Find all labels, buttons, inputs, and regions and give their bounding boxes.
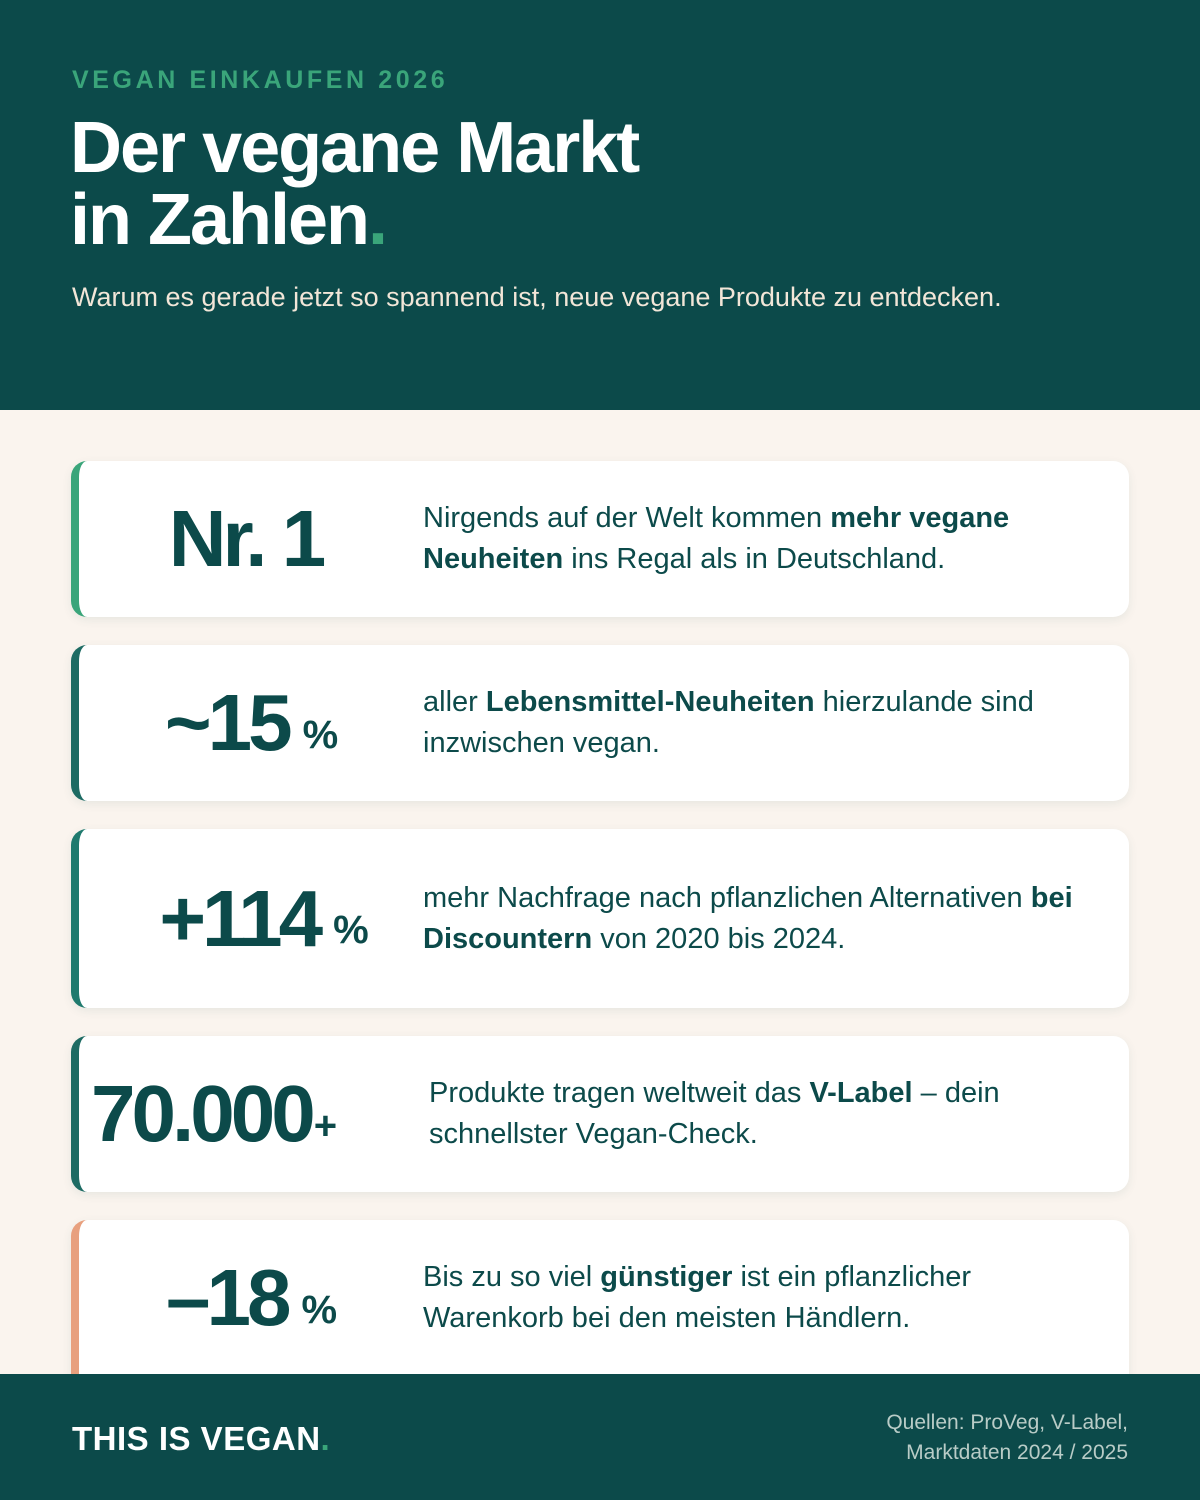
stat-description-text [423, 682, 1095, 764]
stat-highlight: V-Label [809, 1077, 913, 1109]
page-subtitle: Warum es gerade jetzt so spannend ist, neue vegane Produkte zu entdecken. [72, 282, 1002, 312]
sources-note [886, 1408, 1128, 1468]
stat-highlight: bei Discountern [423, 881, 1073, 955]
stat-value [79, 645, 424, 801]
stat-card-demand [71, 829, 1129, 1008]
stat-value [79, 1220, 424, 1376]
stat-text: mehr Nachfrage nach pflanzlichen Alternativen [423, 881, 1031, 914]
stat-card-rank [71, 461, 1129, 617]
stat-description-text [423, 1257, 1095, 1339]
header-banner [0, 0, 1200, 410]
stat-card-v-label [71, 1036, 1129, 1192]
stat-number: Nr. 1 [168, 494, 323, 583]
stat-number: ~15 [164, 678, 289, 767]
brand-logo [72, 1420, 330, 1458]
stat-number: –18 [165, 1253, 288, 1342]
title-line-1: Der vegane Markt [70, 108, 639, 188]
stat-unit: % [333, 908, 369, 952]
stat-highlight: günstiger [600, 1261, 733, 1293]
stat-text: Produkte tragen weltweit das [429, 1077, 810, 1109]
stat-description-text [429, 1073, 1095, 1155]
stat-text: Bis zu so viel [423, 1261, 601, 1293]
stat-text: aller [423, 686, 486, 718]
stat-text: ins Regal als in Deutschland. [563, 543, 946, 575]
stat-unit: % [301, 1287, 338, 1332]
stat-description [429, 1036, 1095, 1192]
stat-value [79, 829, 449, 1008]
stat-card-price [71, 1220, 1129, 1390]
stat-unit: % [302, 712, 339, 757]
stat-unit: + [313, 1103, 338, 1148]
stat-text: Nirgends auf der Welt kommen [423, 502, 831, 534]
stat-number: +114 [159, 873, 320, 963]
stat-description [423, 461, 1095, 617]
stat-description [423, 829, 1095, 1008]
title-dot: . [368, 180, 387, 260]
stat-card-share [71, 645, 1129, 801]
eyebrow-label: VEGAN EINKAUFEN 2026 [72, 66, 449, 94]
stat-description [423, 1220, 1095, 1376]
stat-highlight: Lebensmittel-Neuheiten [485, 686, 815, 718]
stat-description [423, 645, 1095, 801]
stat-value [73, 461, 418, 617]
stat-text: ist ein pflanzlicher Warenkorb bei den meisten Händlern. [423, 1261, 971, 1334]
brand-name: THIS IS VEGAN [72, 1420, 321, 1457]
footer-bar [0, 1374, 1200, 1500]
stat-value [79, 1036, 429, 1192]
stat-text: von 2020 bis 2024. [592, 922, 846, 955]
brand-dot: . [320, 1420, 331, 1457]
stat-text: – dein schnellster Vegan-Check. [429, 1077, 1000, 1150]
stat-description-text [423, 878, 1095, 960]
page-title [70, 108, 639, 260]
title-line-2: in Zahlen [70, 180, 369, 260]
stat-text: hierzulande sind inzwischen vegan. [423, 686, 1034, 759]
stat-highlight: mehr vegane Neuheiten [423, 502, 1010, 575]
stat-description-text [423, 498, 1095, 580]
sources-line-2: Marktdaten 2024 / 2025 [906, 1441, 1128, 1464]
stat-number: 70.000 [91, 1069, 312, 1158]
sources-line-1: Quellen: ProVeg, V-Label, [886, 1411, 1128, 1434]
